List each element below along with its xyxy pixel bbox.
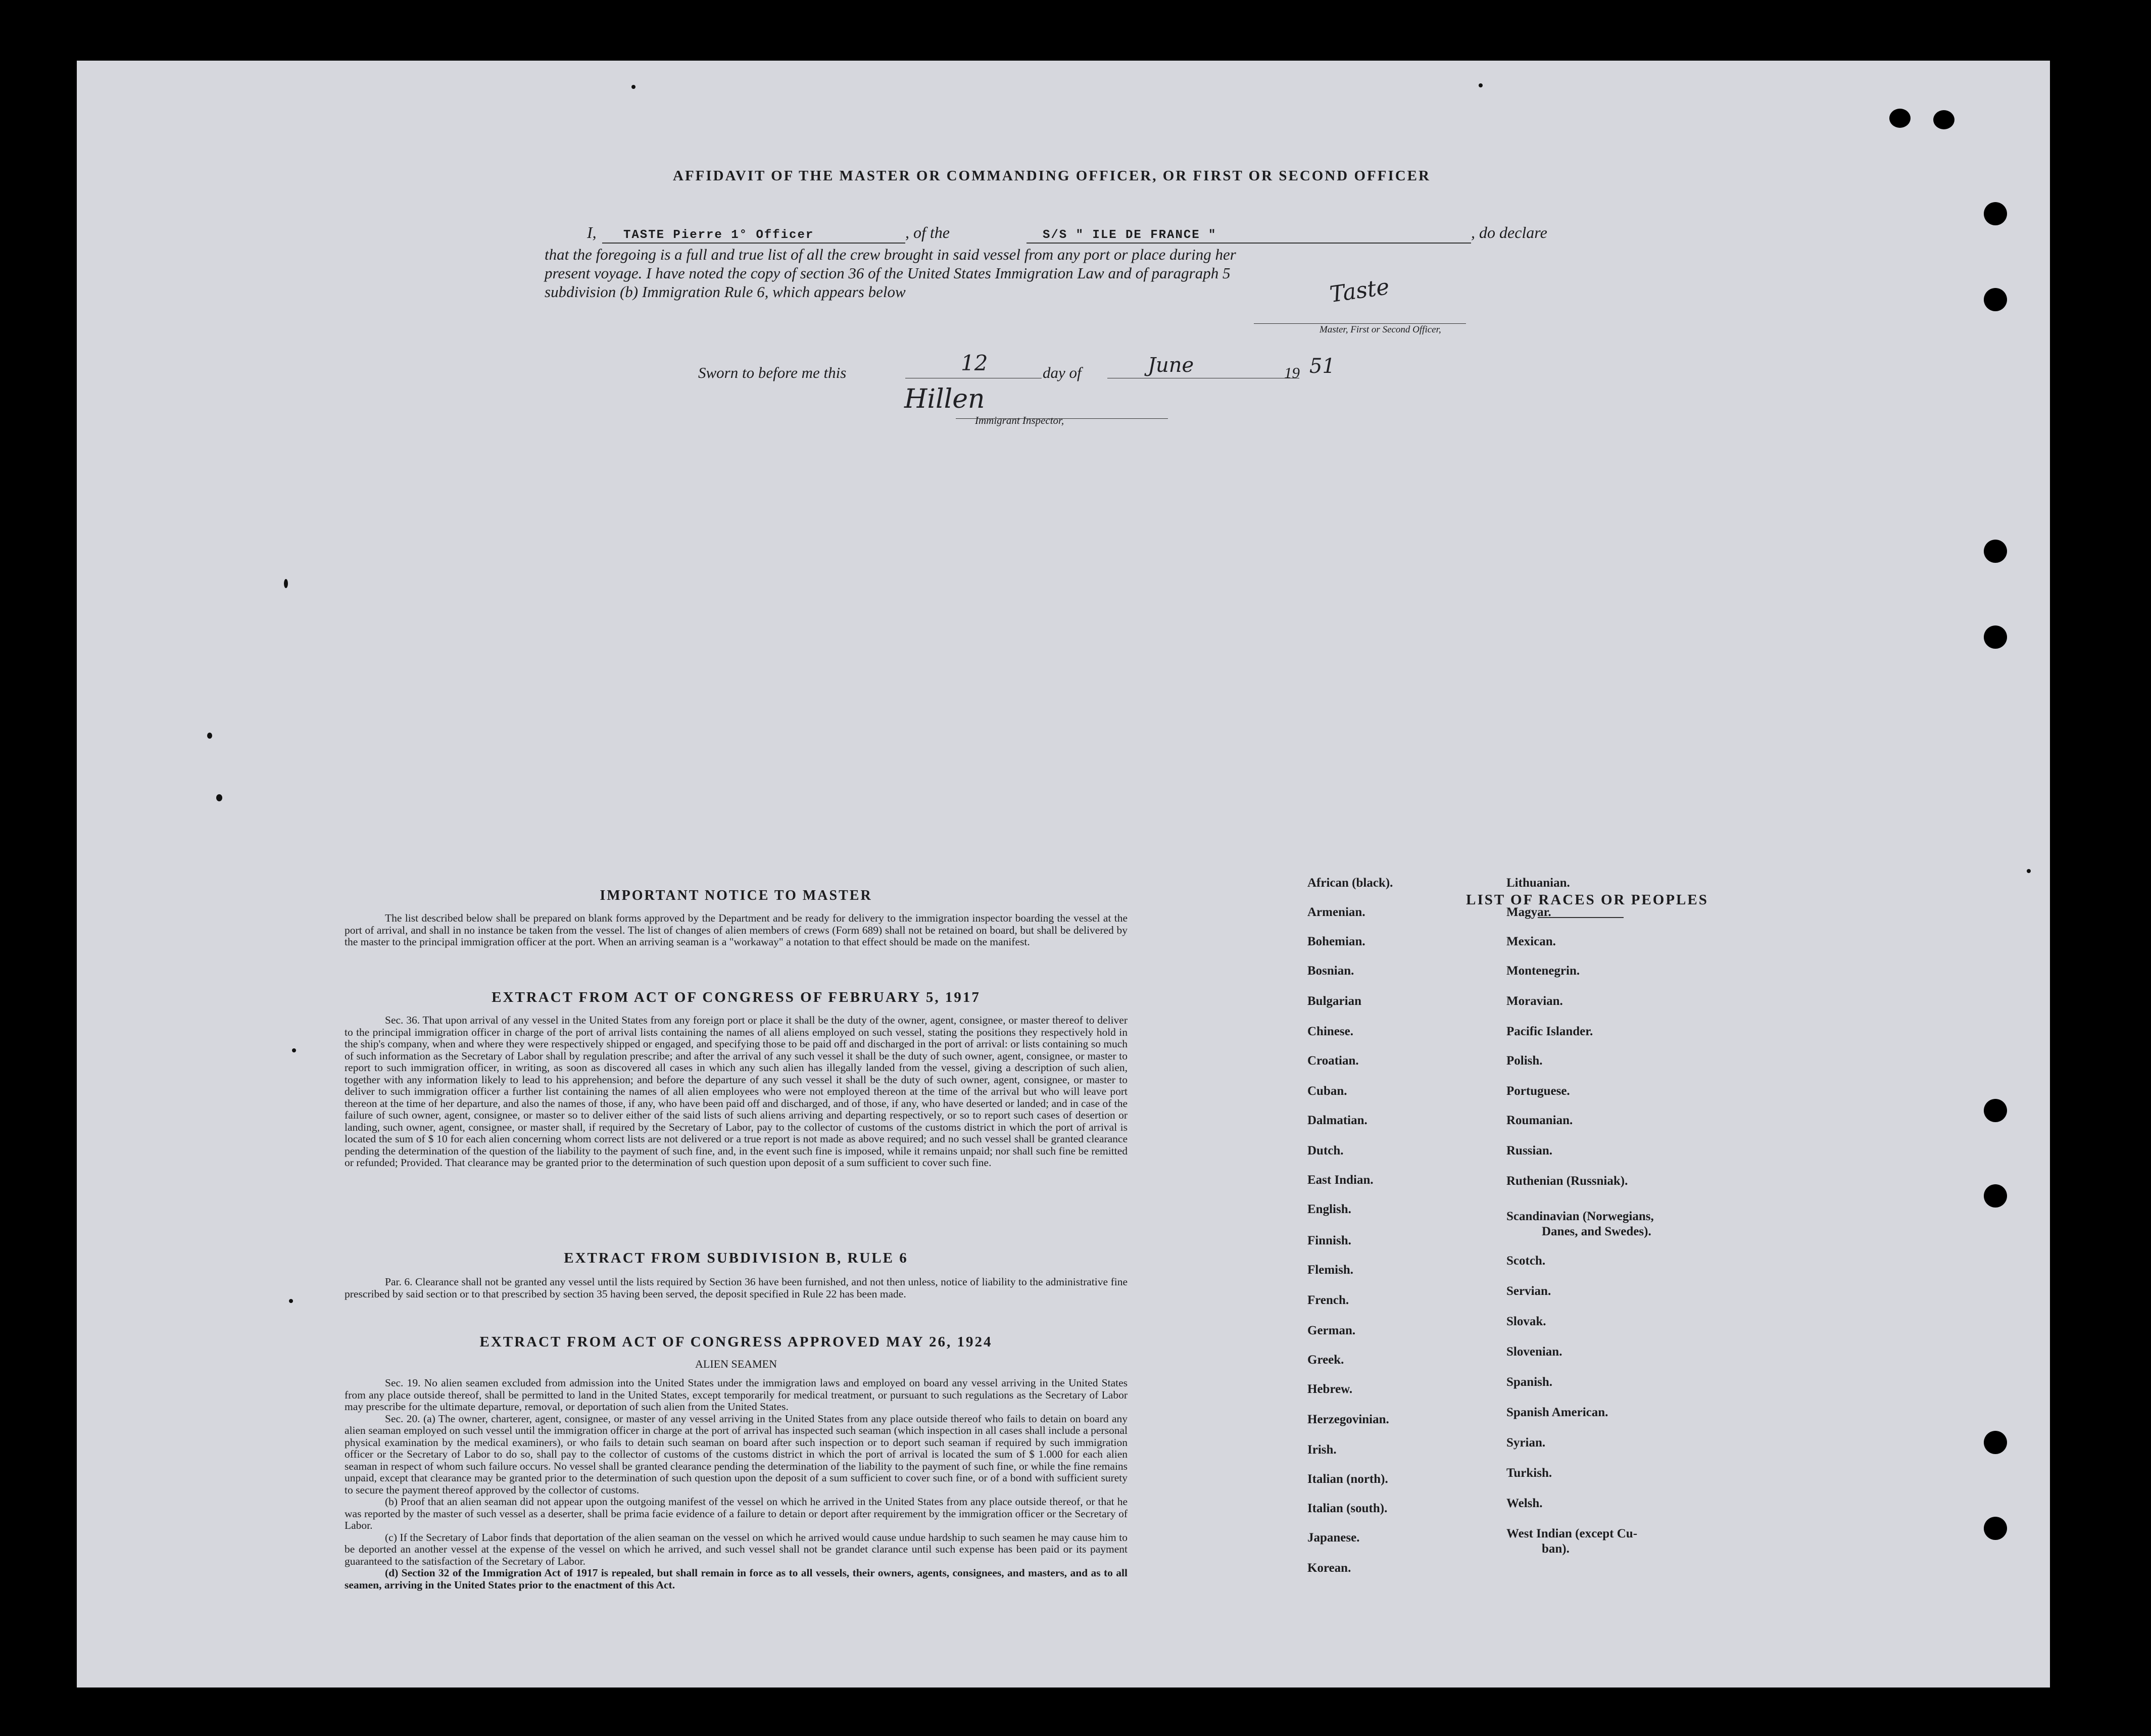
race-item: Italian (north). <box>1307 1472 1388 1486</box>
race-item: Pacific Islander. <box>1506 1025 1593 1038</box>
officer-signature-line <box>1254 323 1466 324</box>
vessel-name: S/S " ILE DE FRANCE " <box>1043 228 1217 242</box>
vessel-name-line <box>1026 243 1471 244</box>
sec-19-text: Sec. 19. No alien seamen excluded from admission into the United States under the immigration laws and employed on board any vessel arriving in the United States from any place outside thereof, shall be permitted to land in the United States, except temporarily for medical treatment, or pursuant to such regulations as the Secretary of Labor may prescribe for the ultimate departure, removal, or deportation of such alien from the United States. <box>345 1377 1128 1413</box>
extract-1924-title: EXTRACT FROM ACT OF CONGRESS APPROVED MAY 26, 1924 <box>479 1334 993 1350</box>
of-the-label: , of the <box>905 223 950 242</box>
race-item: Portuguese. <box>1506 1084 1570 1098</box>
race-item: Russian. <box>1506 1144 1553 1158</box>
inspector-signature: Hillen <box>904 384 985 414</box>
punch-hole <box>1984 1517 2007 1540</box>
race-item: Croatian. <box>1307 1054 1359 1068</box>
race-item: Spanish. <box>1506 1375 1553 1389</box>
race-item: East Indian. <box>1307 1173 1374 1187</box>
day-of-label: day of <box>1043 364 1082 381</box>
race-item: Magyar. <box>1506 905 1551 919</box>
affidavit-line-3: present voyage. I have noted the copy of section 36 of the United States Immigration Law and of paragraph 5 <box>545 264 1231 282</box>
race-item: Korean. <box>1307 1561 1351 1575</box>
extract-1917-title: EXTRACT FROM ACT OF CONGRESS OF FEBRUARY 5, 1917 <box>492 989 981 1005</box>
officer-caption: Master, First or Second Officer, <box>1319 324 1441 335</box>
race-item: Herzegovinian. <box>1307 1413 1389 1426</box>
officer-name-line <box>602 243 905 244</box>
race-item: Lithuanian. <box>1506 876 1570 890</box>
ink-speck <box>2027 869 2031 873</box>
ink-speck <box>207 733 212 739</box>
sworn-label: Sworn to before me this <box>698 364 847 381</box>
sec-20b-text: (b) Proof that an alien seaman did not appear upon the outgoing manifest of the vessel on which he arrived in the United States from any place outside thereof, or that he was reported by the master of such vessel as a deserter, shall be prima facie evidence of a failure to detain or deport after requirement by the immigration officer or the Secretary of Labor. <box>345 1496 1128 1531</box>
inspector-caption: Immigrant Inspector, <box>975 414 1064 426</box>
race-item: Scandinavian (Norwegians, <box>1506 1210 1654 1223</box>
race-item: Irish. <box>1307 1443 1337 1457</box>
race-item: German. <box>1307 1324 1356 1337</box>
sec-20c-text: (c) If the Secretary of Labor finds that deportation of the alien seaman on the vessel on which he arrived would cause undue hardship to such seamen he may cause him to be deported an another vessel at the expense of the vessel on which he arrived, and such vessel shall not be grandet clarance until such expense has been paid or its payment guaranteed to the satisfaction of the Secretary of Labor. <box>345 1531 1128 1567</box>
affidavit-line-4: subdivision (b) Immigration Rule 6, which appears below <box>545 283 906 301</box>
year-suffix: 51 <box>1309 355 1335 378</box>
punch-hole <box>1933 110 1954 129</box>
race-item: Italian (south). <box>1307 1502 1388 1515</box>
race-item: Greek. <box>1307 1353 1344 1367</box>
race-item: Welsh. <box>1506 1497 1543 1510</box>
race-item: Bulgarian <box>1307 994 1361 1008</box>
sworn-month: June <box>1148 354 1194 377</box>
punch-hole <box>1984 625 2007 649</box>
affidavit-intro: I, <box>587 223 597 242</box>
extract-1924-body <box>345 1377 1128 1591</box>
race-item: Japanese. <box>1307 1531 1360 1545</box>
extract-1924-subtitle: ALIEN SEAMEN <box>695 1358 777 1370</box>
race-item: Slovak. <box>1506 1315 1546 1328</box>
race-item: Cuban. <box>1307 1084 1347 1098</box>
punch-hole <box>1984 540 2007 563</box>
punch-hole <box>1984 1099 2007 1122</box>
race-item: Syrian. <box>1506 1436 1546 1450</box>
ink-speck <box>216 794 222 801</box>
race-item: Montenegrin. <box>1506 964 1580 978</box>
race-item: Dutch. <box>1307 1144 1344 1158</box>
punch-hole <box>1889 109 1911 128</box>
race-item: African (black). <box>1307 876 1393 890</box>
race-item: Dalmatian. <box>1307 1114 1367 1127</box>
notice-title: IMPORTANT NOTICE TO MASTER <box>600 888 872 903</box>
race-item: Chinese. <box>1307 1025 1353 1038</box>
races-title: LIST OF RACES OR PEOPLES <box>1466 892 1708 908</box>
officer-name: TASTE Pierre 1° Officer <box>623 228 814 242</box>
ink-speck <box>289 1299 293 1303</box>
ink-speck <box>1479 83 1483 87</box>
punch-hole <box>1984 1431 2007 1454</box>
affidavit-line-2: that the foregoing is a full and true list of all the crew brought in said vessel from any port or place during her <box>545 246 1236 263</box>
race-item: Servian. <box>1506 1284 1551 1298</box>
race-item-continuation: Danes, and Swedes). <box>1542 1225 1651 1238</box>
race-item: Turkish. <box>1506 1466 1552 1480</box>
race-item: English. <box>1307 1202 1351 1216</box>
punch-hole <box>1984 288 2007 311</box>
manifest-page <box>77 61 2050 1687</box>
race-item: Moravian. <box>1506 994 1563 1008</box>
ink-speck <box>292 1048 296 1052</box>
race-item: Spanish American. <box>1506 1406 1608 1419</box>
race-item: Finnish. <box>1307 1234 1351 1247</box>
race-item: Flemish. <box>1307 1263 1353 1277</box>
race-item: Polish. <box>1506 1054 1543 1068</box>
ink-speck <box>631 85 635 89</box>
extract-1917-text: Sec. 36. That upon arrival of any vessel in the United States from any foreign port or place it shall be the duty of the owner, agent, consignee, or master thereof to deliver to the principal immigration officer in charge of the port of arrival lists containing the names of all aliens employed on such vessel, stating the positions they respectively hold in the ship's company, when and where they were respectively shipped or engaged, and specifying those to be paid off and discharged in the port of arrival: or lists containing so much of such information as the Secretary of Labor shall by regulation prescribe; and after the arrival of any such vessel it shall be the duty of such owner, agent, consignee, or master to report to such immigration officer, in writing, as soon as discovered all cases in which any such alien has illegally landed from the vessel, giving a description of such alien, together with any information likely to lead to his apprehension; and before the departure of any such vessel it shall be the duty of such owner, agent, consignee, or master to deliver to such immigration officer a further list containing the names of all alien employees who were not employed thereon at the time of the arrival but who will leave port thereon at the time of her departure, and also the names of those, if any, who have been paid off and discharged, and of those, if any, who have deserted or landed; and in case of the failure of such owner, agent, consignee, or master so to deliver either of the said lists of such aliens arriving and departing respectively, or so to report such cases of desertion or landing, such owner, agent, consignee, or master shall, if required by the Secretary of Labor, pay to the collector of customs of the customs district in which the port of arrival is located the sum of $ 10 for each alien concerning whom correct lists are not delivered or a true report is not made as above required; and no such vessel shall be granted clearance pending the determination of the question of the liability to the payment of such fine, and, in the event such fine is imposed, while it remains unpaid; nor shall such fine be remitted or refunded; Provided. That clearance may be granted prior to the determination of such question upon deposit of a sum sufficient to cover such fine. <box>345 1014 1128 1169</box>
rule-6-text: Par. 6. Clearance shall not be granted any vessel until the lists required by Section 36 have been furnished, and not then unless, notice of liability to the administrative fine prescribed by said section or to that prescribed by section 35 having been served, the deposit specified in Rule 22 has been made. <box>345 1276 1128 1300</box>
race-item: Mexican. <box>1506 935 1556 948</box>
do-declare-label: , do declare <box>1471 223 1547 242</box>
affidavit-title: AFFIDAVIT OF THE MASTER OR COMMANDING OFFICER, OR FIRST OR SECOND OFFICER <box>673 168 1431 184</box>
race-item: Slovenian. <box>1506 1345 1562 1359</box>
race-item: Bohemian. <box>1307 935 1365 948</box>
sworn-day: 12 <box>961 351 988 375</box>
punch-hole <box>1984 202 2007 225</box>
race-item: Bosnian. <box>1307 964 1354 978</box>
race-item: Roumanian. <box>1506 1114 1573 1127</box>
race-item: Scotch. <box>1506 1254 1546 1268</box>
officer-signature: Taste <box>1328 274 1391 308</box>
race-item-continuation: ban). <box>1542 1542 1570 1556</box>
race-item: Hebrew. <box>1307 1382 1353 1396</box>
race-item: French. <box>1307 1293 1349 1307</box>
race-item: Ruthenian (Russniak). <box>1506 1174 1628 1188</box>
sec-20d-text: (d) Section 32 of the Immigration Act of 1917 is repealed, but shall remain in force as to all vessels, their owners, agents, consignees, and masters, and as to all seamen, arriving in the United States prior to the enactment of this Act. <box>345 1567 1128 1591</box>
notice-text: The list described below shall be prepared on blank forms approved by the Department and be ready for delivery to the immigration inspector boarding the vessel at the port of arrival, and shall in no instance be taken from the vessel. The list of changes of alien members of crews (Form 689) shall not be retained on board, but shall be delivered by the master to the principal immigration officer at the port. When an arriving seaman is a "workaway" a notation to that effect should be made on the manifest. <box>345 912 1128 948</box>
ink-speck <box>284 579 288 588</box>
race-item: Armenian. <box>1307 905 1365 919</box>
punch-hole <box>1984 1184 2007 1208</box>
year-prefix: 19 <box>1284 364 1300 381</box>
race-item: West Indian (except Cu- <box>1506 1527 1638 1540</box>
sec-20a-text: Sec. 20. (a) The owner, charterer, agent, consignee, or master of any vessel arriving in the United States from any place outside thereof who fails to detain on board any alien seaman employed on such vessel until the immigration officer in charge at the port of arrival has inspected such seaman (which inspection in all cases shall include a personal physical examination by the medical examiners), or who fails to detain such seaman on board after such inspection or to deport such seaman if required by such immigration officer or the Secretary of Labor to do so, shall pay to the collector of customs of the customs district in which the port of arrival is located the sum of $ 1.000 for each alien seaman in respect of whom such failure occurs. No vessel shall be granted clearance pending the determination of the liability to the payment of such fine, or while the fine remains unpaid, except that clearance may be granted prior to the determination of such question upon the deposit of a sum sufficient to cover such fine, or of a bond with sufficient surety to secure the payment thereof approved by the collector of customs. <box>345 1412 1128 1496</box>
rule-6-title: EXTRACT FROM SUBDIVISION B, RULE 6 <box>564 1250 908 1266</box>
